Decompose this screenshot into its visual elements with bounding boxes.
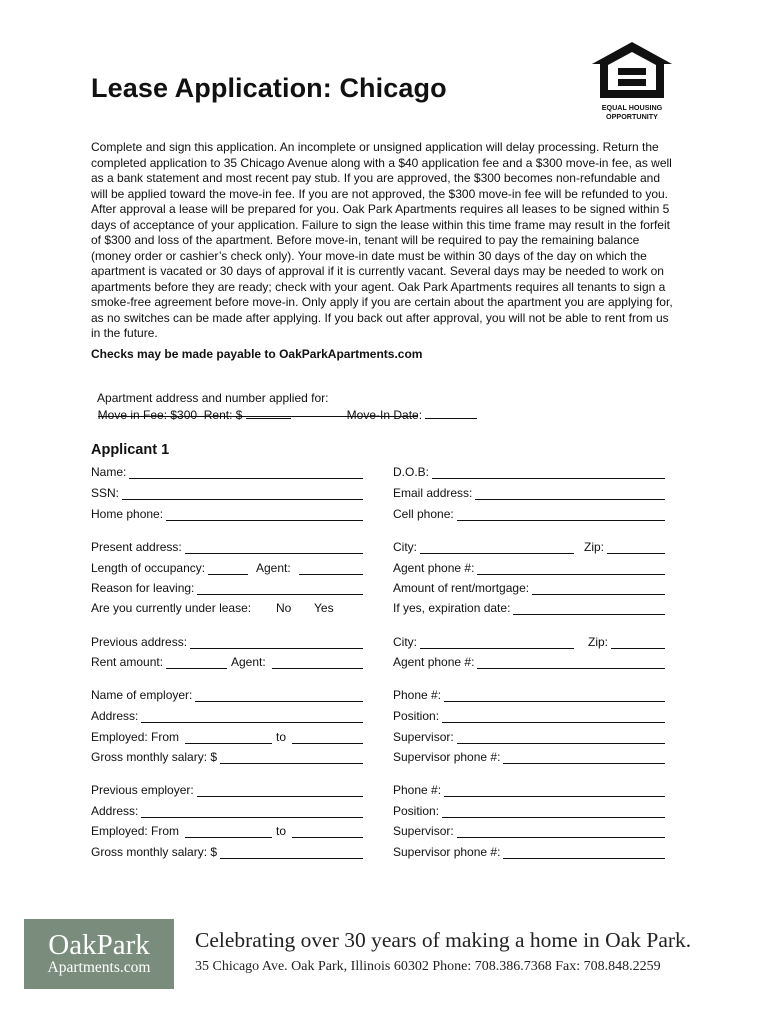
logo-line2: Apartments.com xyxy=(47,959,151,976)
intro-paragraph: Complete and sign this application. An incomplete or unsigned application will delay processing. Return the completed application to 35 Chicago Avenue along with a $40 application fee and a $300 move-in fee, as well as a bank statement and most recent pay stub. If you are approved, the $300 becomes non-refundable and will be applied toward the move-in fee. If you are not approved, the $300 move-in fee will be refunded to you. After approval a lease will be prepared for you. Oak Park Apartments requires all leases to be signed within 5 days of acceptance of your application. Failure to sign the lease within this time frame may result in the forfeit of $300 and loss of the apartment. Before move-in, tenant will be required to pay the remaining balance (money order or cashier’s check only). Your move-in date must be within 30 days of the day on which the apartment is vacated or 30 days of approval if it is currently vacant. Several days may be needed to work on apartments before they are ready; check with your agent. Oak Park Apartments requires all tenants to sign a smoke-free agreement before move-in. Only apply if you are certain about the apartment you are applying for, as no switches can be made after applying. If you back out after approval, you will not be able to rent from us in the future. xyxy=(91,140,673,340)
rent-label: Rent: $ xyxy=(203,408,243,422)
move-in-date-field[interactable] xyxy=(425,407,477,419)
zip2-field[interactable] xyxy=(611,636,665,649)
supervisor-field[interactable] xyxy=(457,731,665,744)
prev-employed-from-field[interactable] xyxy=(185,825,272,838)
rent-amount-field[interactable] xyxy=(166,656,227,669)
rent-mortgage-field[interactable] xyxy=(532,582,665,595)
city2-label: City: xyxy=(393,635,417,649)
agent-row xyxy=(256,561,363,575)
email-row xyxy=(393,486,665,500)
name-label: Name: xyxy=(91,465,127,479)
rent-mortgage-label: Amount of rent/mortgage: xyxy=(393,581,530,595)
prev-employer-row xyxy=(91,783,363,797)
position2-field[interactable] xyxy=(442,805,665,818)
employed-to-label: to xyxy=(276,730,287,744)
city-label: City: xyxy=(393,540,417,554)
supervisor-phone-row xyxy=(393,750,665,764)
supervisor-label: Supervisor: xyxy=(393,730,454,744)
occupancy-field[interactable] xyxy=(208,562,248,575)
footer-tagline: Celebrating over 30 years of making a home in Oak Park. xyxy=(195,928,692,952)
equal-housing-icon xyxy=(590,40,674,100)
agent-phone-label: Agent phone #: xyxy=(393,561,475,575)
prev-salary-label: Gross monthly salary: $ xyxy=(91,845,218,859)
prev-employed-from-row xyxy=(91,824,272,838)
agent-phone-row xyxy=(393,561,665,575)
checks-note: Checks may be made payable to OakParkApartments.com xyxy=(91,347,423,361)
prev-employer-phone-field[interactable] xyxy=(444,784,665,797)
rent-amount-label: Rent amount: xyxy=(91,655,164,669)
previous-address-label: Previous address: xyxy=(91,635,188,649)
employer-phone-label: Phone #: xyxy=(393,688,442,702)
home-phone-label: Home phone: xyxy=(91,507,164,521)
move-in-date-row xyxy=(340,393,477,422)
present-address-label: Present address: xyxy=(91,540,182,554)
salary-label: Gross monthly salary: $ xyxy=(91,750,218,764)
cell-field[interactable] xyxy=(457,508,665,521)
prev-employer-phone-label: Phone #: xyxy=(393,783,442,797)
fee-row xyxy=(91,393,291,422)
prev-employer-address-field[interactable] xyxy=(141,805,363,818)
move-in-date-label: Move-In Date: xyxy=(346,408,423,422)
supervisor-phone2-label: Supervisor phone #: xyxy=(393,845,501,859)
employer-label: Name of employer: xyxy=(91,688,193,702)
position-row xyxy=(393,709,665,723)
city2-field[interactable] xyxy=(420,636,574,649)
page-title: Lease Application: Chicago xyxy=(91,73,447,103)
applicant-heading: Applicant 1 xyxy=(91,442,170,458)
agent-phone2-label: Agent phone #: xyxy=(393,655,475,669)
dob-label: D.O.B: xyxy=(393,465,430,479)
occupancy-row xyxy=(91,561,248,575)
agent-phone2-row xyxy=(393,655,665,669)
rent-mortgage-row xyxy=(393,581,665,595)
expiration-row xyxy=(393,601,665,615)
previous-address-row xyxy=(91,635,363,649)
under-lease-no-option[interactable]: No xyxy=(276,601,292,615)
city-row xyxy=(393,540,574,554)
agent2-label: Agent: xyxy=(231,655,266,669)
prev-employer-phone-row xyxy=(393,783,665,797)
supervisor2-label: Supervisor: xyxy=(393,824,454,838)
eho-line2: OPPORTUNITY xyxy=(606,111,658,121)
agent-phone2-field[interactable] xyxy=(477,656,665,669)
dob-field[interactable] xyxy=(432,466,665,479)
employer-phone-row xyxy=(393,688,665,702)
employer-address-label: Address: xyxy=(91,709,139,723)
under-lease-label: Are you currently under lease: xyxy=(91,601,252,615)
reason-label: Reason for leaving: xyxy=(91,581,195,595)
zip2-row xyxy=(588,635,665,649)
employed-from-field[interactable] xyxy=(185,731,272,744)
employed-to-field[interactable] xyxy=(292,731,363,744)
zip-field[interactable] xyxy=(607,541,665,554)
position2-row xyxy=(393,804,665,818)
salary-row xyxy=(91,750,363,764)
supervisor2-row xyxy=(393,824,665,838)
dob-row xyxy=(393,465,665,479)
email-label: Email address: xyxy=(393,486,473,500)
rent-field[interactable] xyxy=(246,407,291,419)
eho-line1: EQUAL HOUSING xyxy=(601,103,663,112)
name-field[interactable] xyxy=(129,466,363,479)
prev-employed-to-field[interactable] xyxy=(292,825,363,838)
oak-park-logo xyxy=(24,919,174,989)
employed-to-row xyxy=(276,730,363,744)
position2-label: Position: xyxy=(393,804,440,818)
employer-phone-field[interactable] xyxy=(444,689,665,702)
supervisor-row xyxy=(393,730,665,744)
zip-row xyxy=(584,540,665,554)
agent-label: Agent: xyxy=(256,561,291,575)
present-address-field[interactable] xyxy=(185,541,363,554)
employer-field[interactable] xyxy=(195,689,363,702)
agent-phone-field[interactable] xyxy=(477,562,665,575)
zip2-label: Zip: xyxy=(588,635,609,649)
occupancy-label: Length of occupancy: xyxy=(91,561,206,575)
apartment-address-label: Apartment address and number applied for: xyxy=(97,391,329,405)
rent-amount-row xyxy=(91,655,227,669)
under-lease-yes-option[interactable]: Yes xyxy=(314,601,334,615)
employer-address-field[interactable] xyxy=(141,710,363,723)
home-phone-row xyxy=(91,507,363,521)
supervisor-phone-field[interactable] xyxy=(503,751,665,764)
home-phone-field[interactable] xyxy=(166,508,363,521)
footer-contact: 35 Chicago Ave. Oak Park, Illinois 60302 Phone: 708.386.7368 Fax: 708.848.2259 xyxy=(195,959,661,974)
supervisor2-field[interactable] xyxy=(457,825,665,838)
prev-salary-field[interactable] xyxy=(220,846,363,859)
zip-label: Zip: xyxy=(584,540,605,554)
salary-field[interactable] xyxy=(220,751,363,764)
logo-line1: OakPark xyxy=(48,929,150,961)
ssn-field[interactable] xyxy=(122,487,363,500)
ssn-label: SSN: xyxy=(91,486,120,500)
equal-housing-logo xyxy=(588,40,676,121)
cell-row xyxy=(393,507,665,521)
employed-from-label: Employed: From xyxy=(91,730,180,744)
agent2-row xyxy=(231,655,363,669)
prev-employed-to-label: to xyxy=(276,824,287,838)
employed-from-row xyxy=(91,730,272,744)
city-field[interactable] xyxy=(420,541,574,554)
prev-employed-to-row xyxy=(276,824,363,838)
supervisor-phone-label: Supervisor phone #: xyxy=(393,750,501,764)
employer-row xyxy=(91,688,363,702)
ssn-row xyxy=(91,486,363,500)
present-address-row xyxy=(91,540,363,554)
supervisor-phone2-field[interactable] xyxy=(503,846,665,859)
email-field[interactable] xyxy=(475,487,665,500)
prev-employer-address-row xyxy=(91,804,363,818)
reason-row xyxy=(91,581,363,595)
city2-row xyxy=(393,635,574,649)
prev-salary-row xyxy=(91,845,363,859)
expiration-field[interactable] xyxy=(513,602,665,615)
prev-employer-label: Previous employer: xyxy=(91,783,194,797)
agent2-field[interactable] xyxy=(272,656,363,669)
previous-address-field[interactable] xyxy=(190,636,363,649)
position-label: Position: xyxy=(393,709,440,723)
cell-label: Cell phone: xyxy=(393,507,454,521)
employer-address-row xyxy=(91,709,363,723)
position-field[interactable] xyxy=(442,710,665,723)
name-row xyxy=(91,465,363,479)
agent-field[interactable] xyxy=(299,562,363,575)
reason-field[interactable] xyxy=(197,582,363,595)
prev-employed-from-label: Employed: From xyxy=(91,824,180,838)
prev-employer-field[interactable] xyxy=(197,784,363,797)
move-in-fee-label: Move in Fee: $300 xyxy=(97,408,198,422)
expiration-label: If yes, expiration date: xyxy=(393,601,511,615)
prev-employer-address-label: Address: xyxy=(91,804,139,818)
supervisor-phone2-row xyxy=(393,845,665,859)
